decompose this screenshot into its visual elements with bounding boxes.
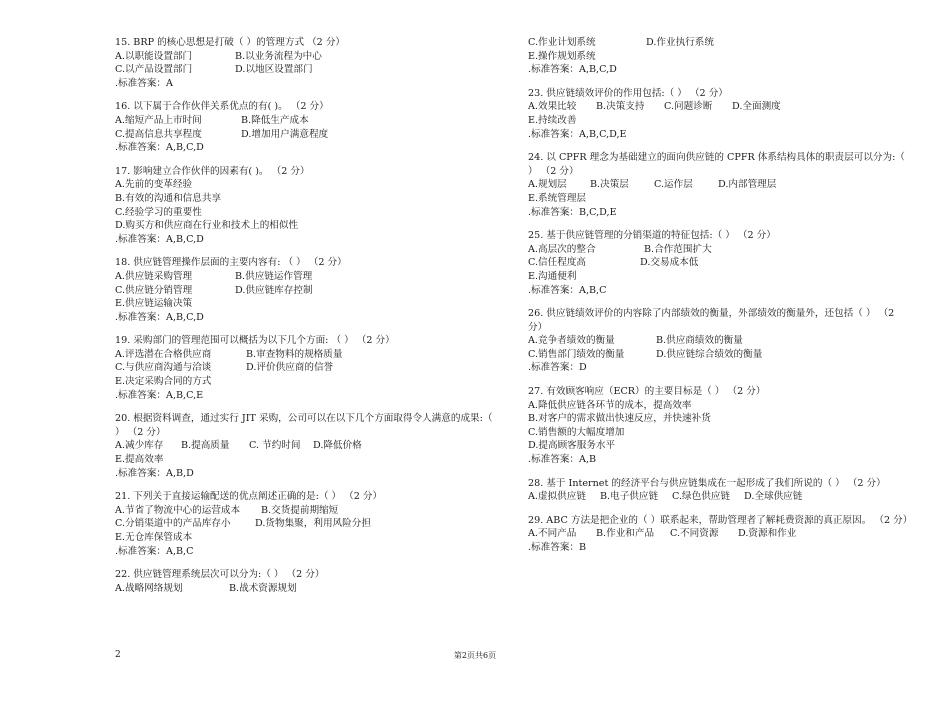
option-d: D.交易成本低 <box>640 257 699 269</box>
option-b: B.合作范围扩大 <box>644 243 712 255</box>
question-stem: 27. 有效顾客响应（ECR）的主要目标是（ ） （2 分） <box>528 386 766 398</box>
option-a: A.降低供应链各环节的成本，提高效率 <box>528 399 692 411</box>
options-row <box>528 256 910 270</box>
answer-line: .标准答案：A,B,C <box>115 545 194 557</box>
option-b: B.供应商绩效的衡量 <box>656 335 743 347</box>
options-row <box>115 504 493 518</box>
option-c: C.提高信息共享程度 <box>115 128 202 140</box>
option-b: B.提高质量 <box>181 440 230 452</box>
option-a: A.节省了物流中心的运营成本 <box>115 504 241 516</box>
option-d: D.全面测度 <box>732 101 781 113</box>
option-b: B.降低生产成本 <box>241 114 309 126</box>
options-row <box>528 178 910 192</box>
question-stem: 26. 供应链绩效评价的内容除了内部绩效的衡量，外部绩效的衡量外，还包括（ ） （2 分） <box>528 308 895 333</box>
option-c: C.绿色供应链 <box>672 491 731 503</box>
option-a: A.战略网络规划 <box>115 582 183 594</box>
option-e: E.系统管理层 <box>528 192 587 204</box>
options-row <box>528 527 910 541</box>
answer-line: .标准答案：A,B <box>528 454 597 466</box>
question-stem: 16. 以下属于合作伙伴关系优点的有( )。 （2 分） <box>115 101 329 113</box>
option-c: C.销售额的大幅度增加 <box>528 426 625 438</box>
options-row <box>115 439 493 453</box>
question-21 <box>115 490 493 558</box>
option-c: C.作业计划系统 <box>528 37 596 48</box>
option-d: D.货物集聚，利用风险分担 <box>255 518 371 530</box>
option-c: C.以产品设置部门 <box>115 64 193 76</box>
option-a: A.减少库存 <box>115 440 164 452</box>
left-column <box>115 36 493 605</box>
option-a: A.虚拟供应链 <box>528 491 586 503</box>
question-stem: 28. 基于 Internet 的经济平台与供应链集成在一起形成了我们所说的（ ） （2 分） <box>528 477 886 489</box>
option-e: E.决定采购合同的方式 <box>115 376 212 388</box>
answer-line: .标准答案：A,B,C,D <box>528 64 617 76</box>
answer-line: .标准答案：B,C,D,E <box>528 206 617 218</box>
option-e: E.沟通便利 <box>528 270 577 282</box>
page-info: 第2页共6页 <box>453 651 497 660</box>
options-row <box>528 334 910 348</box>
option-c: C.与供应商沟通与洽谈 <box>115 362 212 374</box>
answer-line: .标准答案：A,B,C,D,E <box>528 128 627 140</box>
option-b: B.供应链运作管理 <box>235 270 313 282</box>
option-a: A.规划层 <box>528 179 567 191</box>
options-row <box>115 50 493 64</box>
answer-line: .标准答案：A,B,C,D <box>115 142 204 154</box>
question-23 <box>528 87 910 141</box>
question-stem: 17. 影响建立合作伙伴的因素有( )。 （2 分） <box>115 165 310 177</box>
answer-line: .标准答案：A,B,C,E <box>115 389 204 401</box>
option-c: C.不同资源 <box>670 528 719 540</box>
question-25 <box>528 229 910 297</box>
option-a: A.以职能设置部门 <box>115 50 193 62</box>
answer-line: .标准答案：A,B,C,D <box>115 311 204 323</box>
option-d: D.作业执行系统 <box>646 37 714 48</box>
option-a: A.不同产品 <box>528 528 577 540</box>
question-24 <box>528 151 910 219</box>
option-e: E.操作规划系统 <box>528 50 596 62</box>
options-row <box>115 114 493 128</box>
options-row <box>115 284 493 298</box>
answer-line: .标准答案：B <box>528 542 587 553</box>
question-22-continued <box>528 36 910 77</box>
option-d: D.供应链综合绩效的衡量 <box>656 348 763 360</box>
option-c: C. 节约时间 <box>249 440 301 452</box>
page-number: 2 <box>115 650 121 660</box>
options-row <box>115 582 493 596</box>
answer-line: .标准答案：D <box>528 362 587 374</box>
option-d: D.供应链库存控制 <box>235 284 313 296</box>
option-d: D.全球供应链 <box>744 491 803 503</box>
option-c: C.信任程度高 <box>528 257 587 269</box>
option-d: D.资源和作业 <box>738 528 797 540</box>
option-e: E.提高效率 <box>115 454 164 466</box>
question-stem: 19. 采购部门的管理范围可以概括为以下几个方面: （ ） （2 分） <box>115 335 395 347</box>
option-b: B.以业务流程为中心 <box>235 50 322 62</box>
question-stem: 25. 基于供应链管理的分销渠道的特征包括:（ ） （2 分） <box>528 230 776 242</box>
option-d: D.内部管理层 <box>718 179 777 191</box>
option-b: B.对客户的需求做出快速反应，并快速补货 <box>528 413 711 425</box>
options-row <box>528 36 910 50</box>
option-d: D.评价供应商的信誉 <box>246 362 334 374</box>
options-row <box>115 128 493 142</box>
option-e: E.持续改善 <box>528 114 577 126</box>
options-row <box>115 348 493 362</box>
question-stem: 21. 下列关于直接运输配送的优点阐述正确的是:（ ） （2 分） <box>115 491 383 503</box>
option-a: A.评选潜在合格供应商 <box>115 348 212 360</box>
option-b: B.作业和产品 <box>596 528 655 540</box>
question-stem: 24. 以 CPFR 理念为基础建立的面向供应链的 CPFR 体系结构具体的职责层可以分为:（ ） （2 分） <box>528 152 905 177</box>
options-row <box>528 100 910 114</box>
option-d: D.以地区设置部门 <box>235 64 313 76</box>
options-row <box>115 361 493 375</box>
option-c: C.销售部门绩效的衡量 <box>528 348 625 360</box>
option-b: B.有效的沟通和信息共享 <box>115 192 222 204</box>
option-b: B.决策层 <box>590 179 629 191</box>
question-stem: 20. 根据资料调查，通过实行 JIT 采购，公司可以在以下几个方面取得令人满意的成果:（ ） （2 分） <box>115 413 493 438</box>
answer-line: .标准答案：A,B,C,D <box>115 233 204 245</box>
question-27 <box>528 385 910 467</box>
option-e: E.无仓库保管成本 <box>115 532 193 543</box>
question-stem: 29. ABC 方法是把企业的（ ）联系起来，帮助管理者了解耗费资源的真正原因。 （2 分） <box>528 514 913 526</box>
question-stem: 23. 供应链绩效评价的作用包括:（ ） （2 分） <box>528 87 728 99</box>
options-row <box>115 517 493 531</box>
option-a: A.供应链采购管理 <box>115 270 193 282</box>
option-b: B.交货提前期缩短 <box>261 504 339 516</box>
option-a: A.高层次的整合 <box>528 243 596 255</box>
option-c: C.分销渠道中的产品库存小 <box>115 518 231 530</box>
options-row <box>115 63 493 77</box>
question-stem: 18. 供应链管理操作层面的主要内容有: （ ） （2 分） <box>115 257 347 269</box>
question-16 <box>115 100 493 154</box>
option-e: E.供应链运输决策 <box>115 298 193 310</box>
question-22 <box>115 568 493 595</box>
option-b: B.决策支持 <box>596 101 645 113</box>
options-row <box>528 490 910 504</box>
option-d: D.降低价格 <box>313 440 362 452</box>
question-stem: 22. 供应链管理系统层次可以分为:（ ） （2 分） <box>115 569 325 581</box>
answer-line: .标准答案：A,B,C <box>528 284 607 296</box>
answer-line: .标准答案：A,B,D <box>115 467 194 479</box>
option-d: D.提高顾客服务水平 <box>528 440 616 452</box>
question-20 <box>115 412 493 480</box>
option-c: C.供应链分销管理 <box>115 284 193 296</box>
option-d: D.增加用户满意程度 <box>241 128 329 140</box>
question-29 <box>528 514 913 555</box>
options-row <box>115 270 493 284</box>
option-b: B.战术资源规划 <box>229 582 297 594</box>
answer-line: .标准答案：A <box>115 77 173 89</box>
option-a: A.缩短产品上市时间 <box>115 114 202 126</box>
option-c: C.经验学习的重要性 <box>115 206 202 218</box>
question-26 <box>528 307 910 375</box>
option-a: A.竞争者绩效的衡量 <box>528 335 615 347</box>
options-row <box>528 348 910 362</box>
right-column <box>528 36 913 565</box>
option-a: A.效果比较 <box>528 101 577 113</box>
option-b: B.电子供应链 <box>600 491 659 503</box>
option-c: C.运作层 <box>654 179 693 191</box>
option-d: D.购买方和供应商在行业和技术上的相似性 <box>115 220 299 232</box>
question-28 <box>528 477 910 504</box>
question-19 <box>115 334 493 402</box>
option-b: B.审查物料的规格质量 <box>246 348 343 360</box>
options-row <box>528 243 910 257</box>
question-stem: 15. BRP 的核心思想是打破（ ）的管理方式 （2 分） <box>115 37 346 48</box>
question-15 <box>115 36 493 90</box>
question-17 <box>115 165 493 247</box>
option-c: C.问题诊断 <box>664 101 713 113</box>
question-18 <box>115 256 493 324</box>
option-a: A.先前的变革经验 <box>115 179 193 191</box>
